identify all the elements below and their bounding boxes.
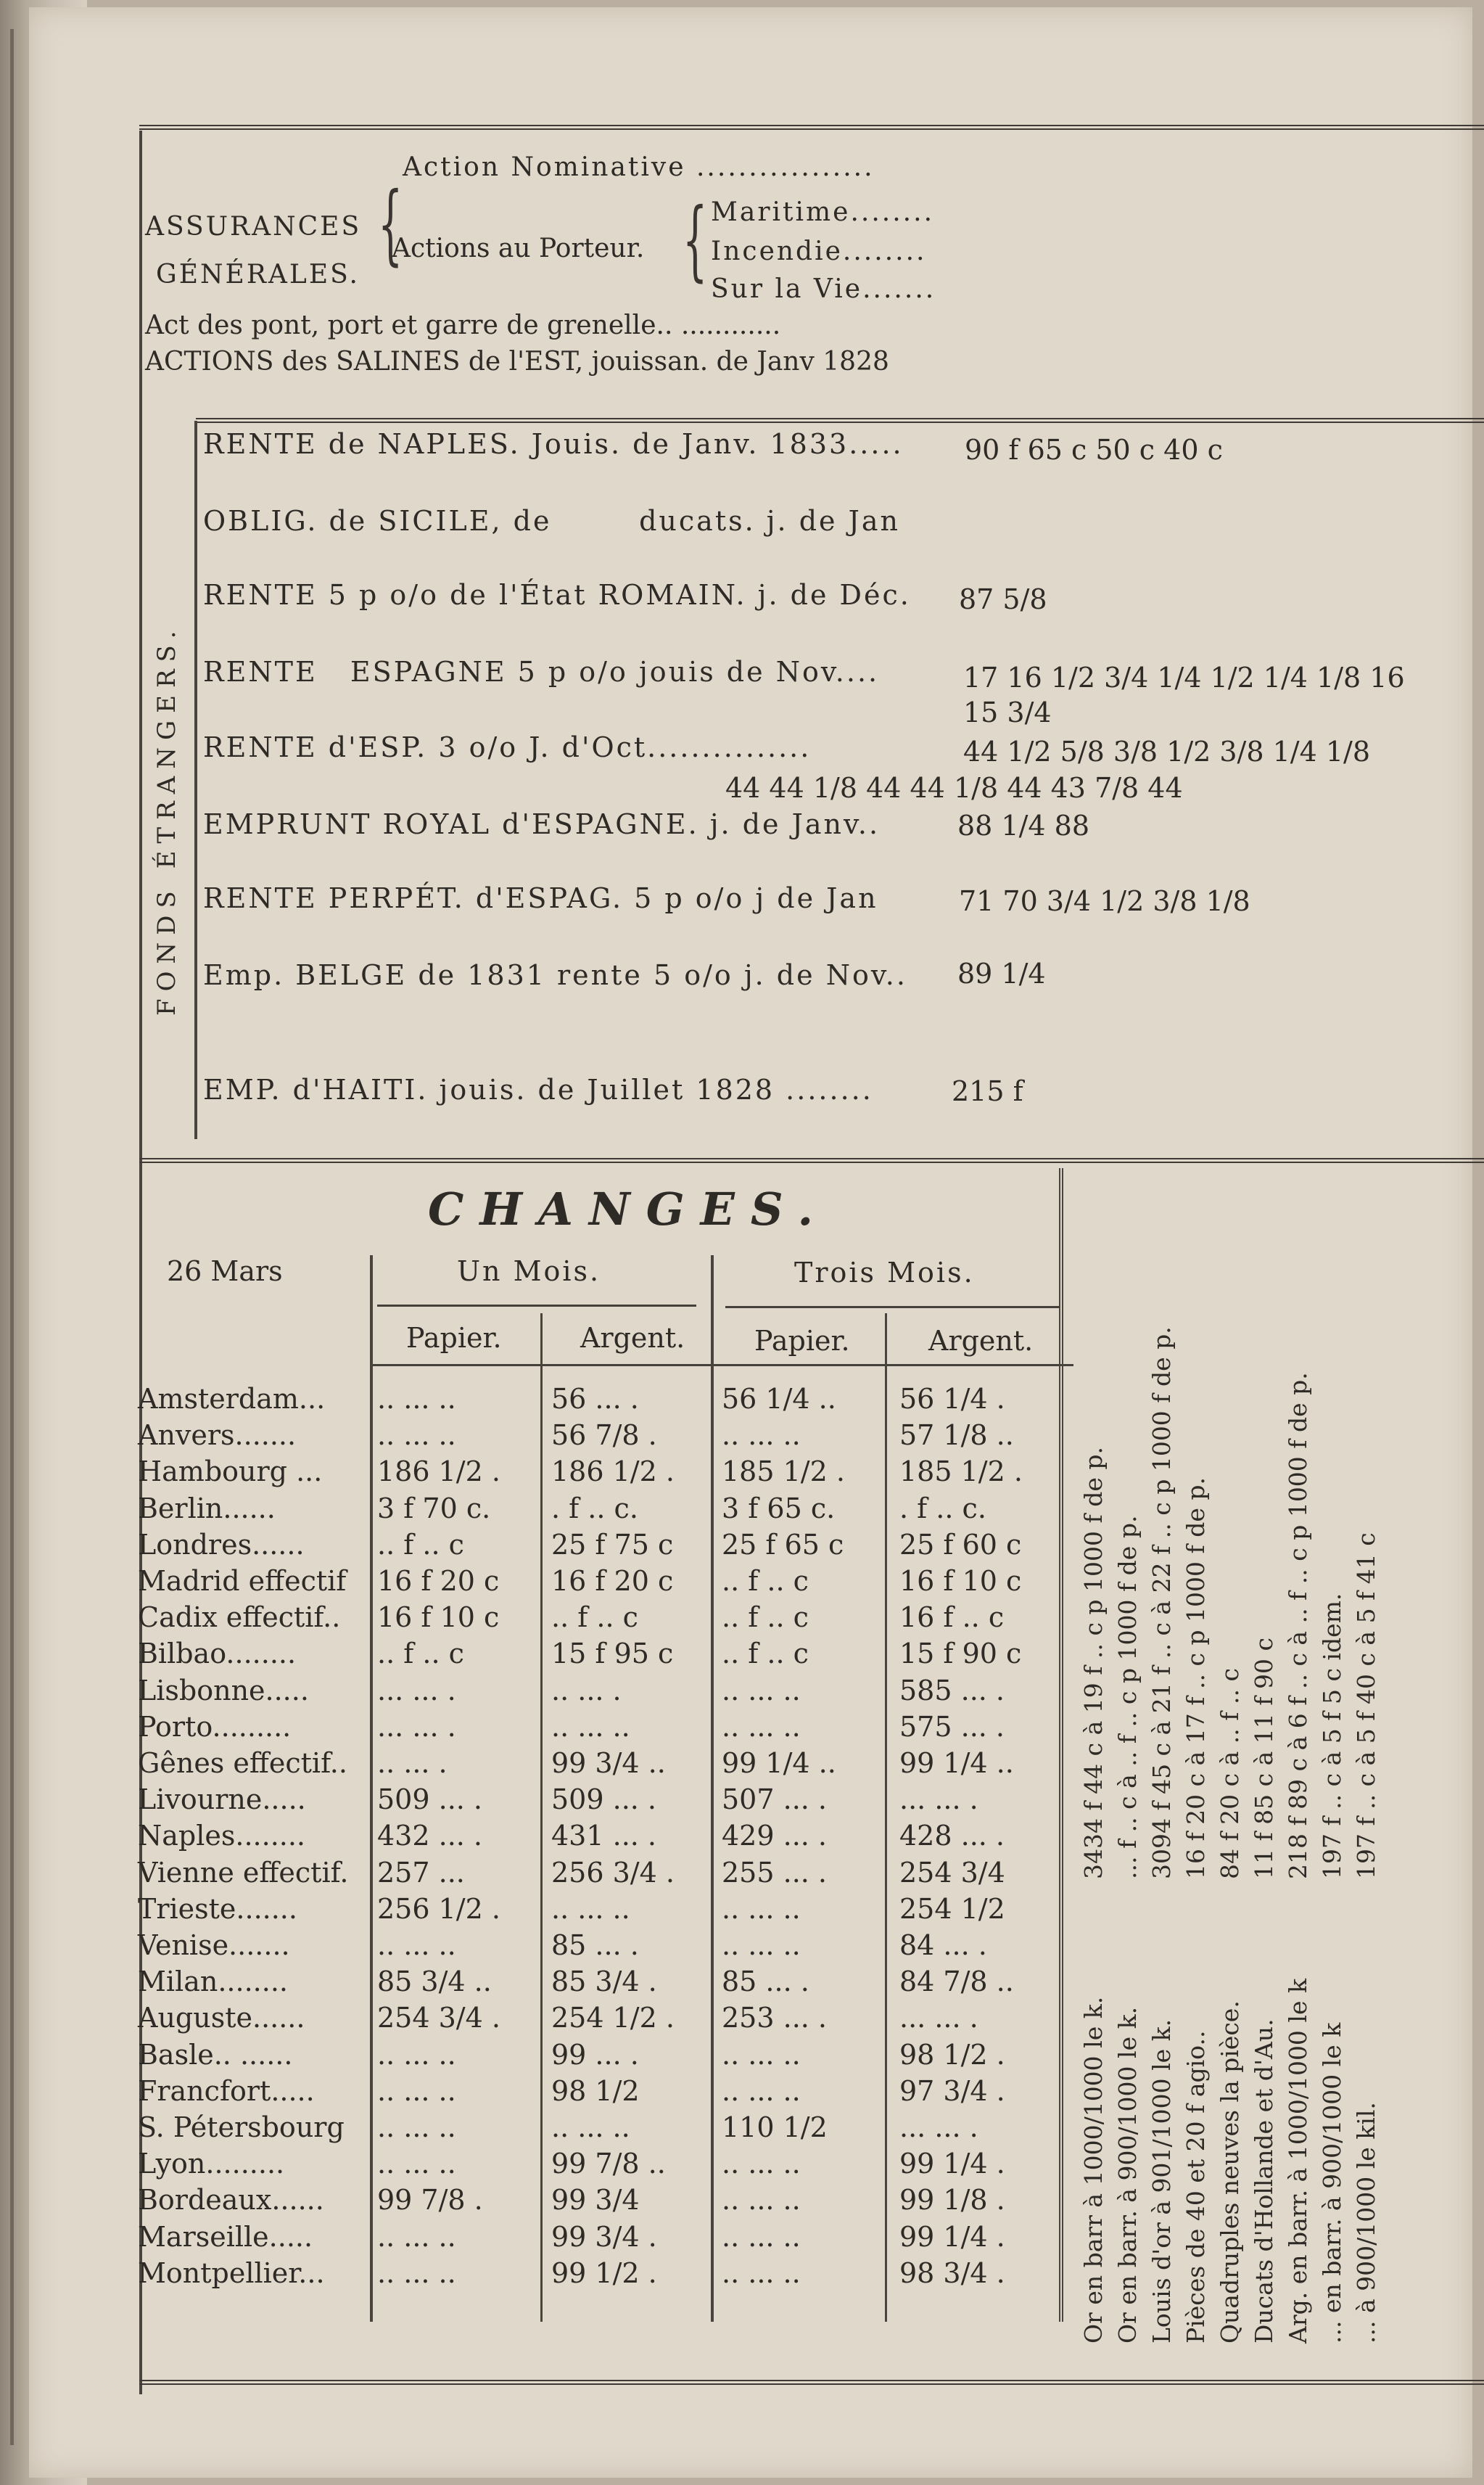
rate-cell: ... ... . [377, 1710, 456, 1743]
rate-cell: 254 1/2 . [551, 2002, 675, 2034]
rate-cell: 99 1/4 . [899, 2148, 1005, 2180]
rate-cell: 254 1/2 [899, 1892, 1005, 1925]
rate-cell: 97 3/4 . [899, 2074, 1005, 2107]
rate-cell: .. ... .. [722, 2184, 801, 2217]
fonds-name-4: RENTE d'ESP. 3 o/o J. d'Oct............... [203, 731, 812, 763]
actions-salines: ACTIONS des SALINES de l'EST, jouissan. de Janv 1828 [145, 347, 889, 377]
rate-cell: .. ... .. [722, 2038, 801, 2071]
fonds-value-6: 71 70 3/4 1/2 3/8 1/8 [959, 885, 1250, 917]
rate-cell: .. ... .. [377, 1419, 456, 1452]
city-cell: Trieste....... [138, 1892, 297, 1925]
city-cell: Bilbao........ [138, 1638, 297, 1670]
fonds-name-1: OBLIG. de SICILE, de ducats. j. de Jan [203, 505, 900, 537]
rate-cell: .. ... .. [722, 1710, 801, 1743]
rate-cell: 99 3/4 .. [551, 1747, 666, 1779]
rate-cell: 56 7/8 . [551, 1419, 657, 1452]
rate-cell: 429 ... . [722, 1820, 828, 1852]
rate-cell: 431 ... . [551, 1820, 657, 1852]
metal-value: 16 f 20 c à 17 f .. c p 1000 f de p. [1182, 1477, 1210, 1879]
rate-cell: 185 1/2 . [899, 1455, 1023, 1488]
rate-cell: 99 7/8 . [377, 2184, 483, 2217]
rate-cell: 428 ... . [899, 1820, 1005, 1852]
rate-cell: 432 ... . [377, 1820, 483, 1852]
rate-cell: .. ... .. [377, 2074, 456, 2107]
metal-label: Louis d'or à 901/1000 le k. [1147, 2018, 1176, 2344]
rate-cell: ... ... . [377, 1674, 456, 1706]
metal-label: Ducats d'Hollande et d'Au. [1250, 2018, 1278, 2344]
changes-title: CHANGES. [428, 1183, 830, 1236]
city-cell: S. Pétersbourg [138, 2111, 345, 2143]
rate-cell: 16 f 10 c [899, 1565, 1022, 1597]
rate-cell: 85 ... . [551, 1929, 639, 1961]
fonds-name-8: EMP. d'HAITI. jouis. de Juillet 1828 ........ [203, 1074, 873, 1106]
city-cell: Anvers....... [138, 1419, 297, 1452]
col-papier-1: Papier. [406, 1322, 502, 1354]
rate-cell: .. f .. c [377, 1528, 464, 1561]
trois-mois-underline [725, 1306, 1059, 1308]
fonds-value-5: 88 1/4 88 [957, 810, 1090, 842]
city-cell: Porto......... [138, 1710, 292, 1743]
city-cell: Venise....... [138, 1929, 290, 1961]
actions-porteur: Actions au Porteur. [392, 234, 645, 263]
rate-cell: ... ... . [899, 2002, 978, 2034]
rate-cell: .. ... .. [377, 2220, 456, 2253]
metal-label: ... en barr. à 900/1000 le k [1318, 2022, 1346, 2344]
metal-label: Quadruples neuves la pièce. [1216, 2000, 1244, 2344]
maritime: Maritime........ [711, 197, 935, 227]
metal-value: 11 f 85 c à 11 f 90 c [1250, 1638, 1278, 1879]
rate-cell: 256 3/4 . [551, 1856, 675, 1889]
rate-cell: .. ... .. [377, 1383, 456, 1415]
rate-cell: 84 ... . [899, 1929, 987, 1961]
rate-cell: ... ... . [899, 2111, 978, 2143]
rate-cell: 98 3/4 . [899, 2256, 1005, 2289]
page [29, 7, 1472, 2478]
rate-cell: 110 1/2 [722, 2111, 828, 2143]
rate-cell: .. ... .. [722, 1674, 801, 1706]
rate-cell: 57 1/8 .. [899, 1419, 1014, 1452]
city-cell: Lyon......... [138, 2148, 285, 2180]
metal-label: Arg. en barr. à 1000/1000 le k [1284, 1979, 1312, 2344]
rate-cell: . f .. c. [551, 1492, 638, 1524]
act-pont: Act des pont, port et garre de grenelle.. ............ [145, 311, 781, 340]
rate-cell: 3 f 65 c. [722, 1492, 836, 1524]
city-cell: Gênes effectif.. [138, 1747, 347, 1779]
rate-cell: 186 1/2 . [551, 1455, 675, 1488]
rate-cell: . f .. c. [899, 1492, 986, 1524]
changes-rule-e [1059, 1168, 1063, 2322]
city-cell: Amsterdam... [138, 1383, 326, 1415]
rate-cell: 254 3/4 . [377, 2002, 500, 2034]
city-cell: Marseille..... [138, 2220, 313, 2253]
fonds-etrangers-label: FONDS ÉTRANGERS. [152, 623, 181, 1016]
rate-cell: .. ... .. [722, 2148, 801, 2180]
rate-cell: .. ... .. [722, 1929, 801, 1961]
metal-label: Or en barr à 1000/1000 le k. [1079, 1996, 1108, 2344]
rate-cell: .. ... . [551, 1674, 622, 1706]
rate-cell: 98 1/2 . [899, 2038, 1005, 2071]
rate-cell: .. ... .. [722, 2220, 801, 2253]
city-cell: Francfort..... [138, 2074, 315, 2107]
un-mois-underline [377, 1305, 696, 1307]
col-argent-1: Argent. [580, 1322, 685, 1354]
metal-value: 3434 f 44 c à 19 f .. c p 1000 f de p. [1079, 1447, 1108, 1879]
rate-cell: 256 1/2 . [377, 1892, 500, 1925]
rate-cell: .. ... .. [377, 2256, 456, 2289]
rate-cell: .. f .. c [722, 1638, 809, 1670]
rate-cell: 16 f .. c [899, 1601, 1005, 1634]
rate-cell: .. ... .. [377, 2111, 456, 2143]
brace-left: { [377, 174, 403, 275]
rate-cell: 99 1/4 . [899, 2220, 1005, 2253]
rate-cell: .. ... .. [377, 1929, 456, 1961]
action-nominative: Action Nominative ................. [403, 152, 875, 182]
generales-label: GÉNÉRALES. [156, 260, 360, 289]
rate-cell: 98 1/2 [551, 2074, 640, 2107]
rate-cell: 16 f 10 c [377, 1601, 500, 1634]
rate-cell: .. ... .. [722, 1892, 801, 1925]
rate-cell: 99 1/4 .. [899, 1747, 1014, 1779]
metal-value: 3094 f 45 c à 21 f .. c à 22 f .. c p 1000 f de p. [1147, 1326, 1176, 1879]
metal-label: Pièces de 40 et 20 f agio.. [1182, 2030, 1210, 2344]
rate-cell: 509 ... . [551, 1783, 657, 1816]
changes-rule-a [370, 1255, 373, 2322]
metal-value: 197 f .. c à 5 f 40 c à 5 f 41 c [1352, 1532, 1380, 1879]
rate-cell: .. ... . [377, 1747, 448, 1779]
rate-cell: 85 ... . [722, 1966, 809, 1998]
rule-changes-top [139, 1158, 1484, 1163]
metal-value: 218 f 89 c à 6 f .. c à .. f .. c p 1000 f de p. [1284, 1372, 1312, 1879]
rate-cell: 509 ... . [377, 1783, 483, 1816]
fonds-name-7: Emp. BELGE de 1831 rente 5 o/o j. de Nov.. [203, 959, 907, 991]
rate-cell: 15 f 90 c [899, 1638, 1022, 1670]
metal-value: ... f .. c à .. f .. c p 1000 f de p. [1113, 1515, 1142, 1879]
rate-cell: 3 f 70 c. [377, 1492, 491, 1524]
city-cell: Berlin...... [138, 1492, 276, 1524]
rate-cell: .. f .. c [377, 1638, 464, 1670]
trois-mois-header: Trois Mois. [794, 1257, 975, 1289]
rate-cell: .. ... .. [722, 2074, 801, 2107]
changes-rule-d [885, 1313, 887, 2322]
changes-rule-b [540, 1313, 543, 2322]
rate-cell: 99 ... . [551, 2038, 639, 2071]
fonds-value-3: 17 16 1/2 3/4 1/4 1/2 1/4 1/8 16 [963, 662, 1405, 694]
rate-cell: 99 1/2 . [551, 2256, 657, 2289]
brace-right: { [682, 190, 708, 291]
col-head-underline [370, 1364, 1073, 1366]
metal-value: 197 f .. c à 5 f 5 c idem. [1318, 1593, 1346, 1879]
city-cell: Londres...... [138, 1528, 305, 1561]
rate-cell: 186 1/2 . [377, 1455, 500, 1488]
changes-date: 26 Mars [167, 1255, 283, 1287]
city-cell: Basle.. ...... [138, 2038, 293, 2071]
metal-label: Or en barr. à 900/1000 le k. [1113, 2006, 1142, 2344]
fonds-value-8: 215 f [952, 1075, 1023, 1107]
rate-cell: .. f .. c [722, 1601, 809, 1634]
fonds-value-7: 89 1/4 [957, 958, 1046, 990]
un-mois-header: Un Mois. [457, 1255, 601, 1287]
city-cell: Cadix effectif.. [138, 1601, 341, 1634]
rate-cell: 255 ... . [722, 1856, 828, 1889]
fonds-name-5: EMPRUNT ROYAL d'ESPAGNE. j. de Janv.. [203, 808, 881, 840]
rate-cell: 99 1/4 .. [722, 1747, 836, 1779]
rate-cell: 16 f 20 c [377, 1565, 500, 1597]
city-cell: Milan........ [138, 1966, 288, 1998]
rate-cell: .. f .. c [551, 1601, 638, 1634]
rate-cell: 85 3/4 .. [377, 1966, 492, 1998]
rate-cell: 99 1/8 . [899, 2184, 1005, 2217]
metal-label: ... à 900/1000 le kil. [1352, 2102, 1380, 2344]
city-cell: Vienne effectif. [138, 1856, 349, 1889]
fonds-name-0: RENTE de NAPLES. Jouis. de Janv. 1833..... [203, 428, 904, 460]
rate-cell: 99 3/4 [551, 2184, 640, 2217]
rate-cell: 84 7/8 .. [899, 1966, 1014, 1998]
rate-cell: .. ... .. [551, 1892, 630, 1925]
metal-value: 84 f 20 c à .. f .. c [1216, 1668, 1244, 1879]
changes-rule-c [711, 1255, 714, 2322]
rate-cell: 16 f 20 c [551, 1565, 674, 1597]
rate-cell: 15 f 95 c [551, 1638, 674, 1670]
rate-cell: 257 ... [377, 1856, 465, 1889]
col-argent-2: Argent. [928, 1325, 1034, 1357]
fonds-name-3: RENTE ESPAGNE 5 p o/o jouis de Nov.... [203, 656, 880, 688]
rate-cell: 56 ... . [551, 1383, 639, 1415]
rate-cell: 575 ... . [899, 1710, 1005, 1743]
rate-cell: .. ... .. [722, 2256, 801, 2289]
city-cell: Madrid effectif [138, 1565, 347, 1597]
rate-cell: 585 ... . [899, 1674, 1005, 1706]
city-cell: Auguste...... [138, 2002, 305, 2034]
rate-cell: 254 3/4 [899, 1856, 1005, 1889]
fonds-value-0: 90 f 65 c 50 c 40 c [965, 434, 1223, 466]
rate-cell: .. ... .. [551, 2111, 630, 2143]
rate-cell: 85 3/4 . [551, 1966, 657, 1998]
rate-cell: .. ... .. [551, 1710, 630, 1743]
rule-fonds-top [196, 418, 1484, 423]
rate-cell: 185 1/2 . [722, 1455, 845, 1488]
sur-la-vie: Sur la Vie....... [711, 274, 936, 304]
rate-cell: .. ... .. [722, 1419, 801, 1452]
rate-cell: 56 1/4 .. [722, 1383, 836, 1415]
city-cell: Hambourg ... [138, 1455, 323, 1488]
city-cell: Bordeaux...... [138, 2184, 324, 2217]
rate-cell: 253 ... . [722, 2002, 828, 2034]
city-cell: Naples........ [138, 1820, 306, 1852]
col-papier-2: Papier. [754, 1325, 850, 1357]
fonds-value2-3: 15 3/4 [963, 697, 1052, 728]
rate-cell: 99 7/8 .. [551, 2148, 666, 2180]
city-cell: Montpellier... [138, 2256, 325, 2289]
assurances-label: ASSURANCES [145, 212, 362, 242]
fonds-name-6: RENTE PERPÉT. d'ESPAG. 5 p o/o j de Jan [203, 882, 878, 914]
fonds-left-rule [194, 421, 197, 1139]
fonds-value-2: 87 5/8 [959, 583, 1047, 615]
city-cell: Lisbonne..... [138, 1674, 309, 1706]
incendie: Incendie........ [711, 237, 927, 266]
bottom-rule [139, 2380, 1484, 2385]
rate-cell: ... ... . [899, 1783, 978, 1816]
rate-cell: .. ... .. [377, 2038, 456, 2071]
fonds-value-4: 44 1/2 5/8 3/8 1/2 3/8 1/4 1/8 [963, 736, 1371, 768]
city-cell: Livourne..... [138, 1783, 306, 1816]
fonds-value2-4: 44 44 1/8 44 44 1/8 44 43 7/8 44 [725, 772, 1183, 804]
rate-cell: 25 f 75 c [551, 1528, 674, 1561]
fonds-name-2: RENTE 5 p o/o de l'État ROMAIN. j. de Déc. [203, 579, 911, 611]
rate-cell: 25 f 60 c [899, 1528, 1022, 1561]
rate-cell: .. f .. c [722, 1565, 809, 1597]
rate-cell: 25 f 65 c [722, 1528, 844, 1561]
rate-cell: 507 ... . [722, 1783, 828, 1816]
top-rule [139, 125, 1484, 130]
rate-cell: .. ... .. [377, 2148, 456, 2180]
rate-cell: 56 1/4 . [899, 1383, 1005, 1415]
rate-cell: 99 3/4 . [551, 2220, 657, 2253]
